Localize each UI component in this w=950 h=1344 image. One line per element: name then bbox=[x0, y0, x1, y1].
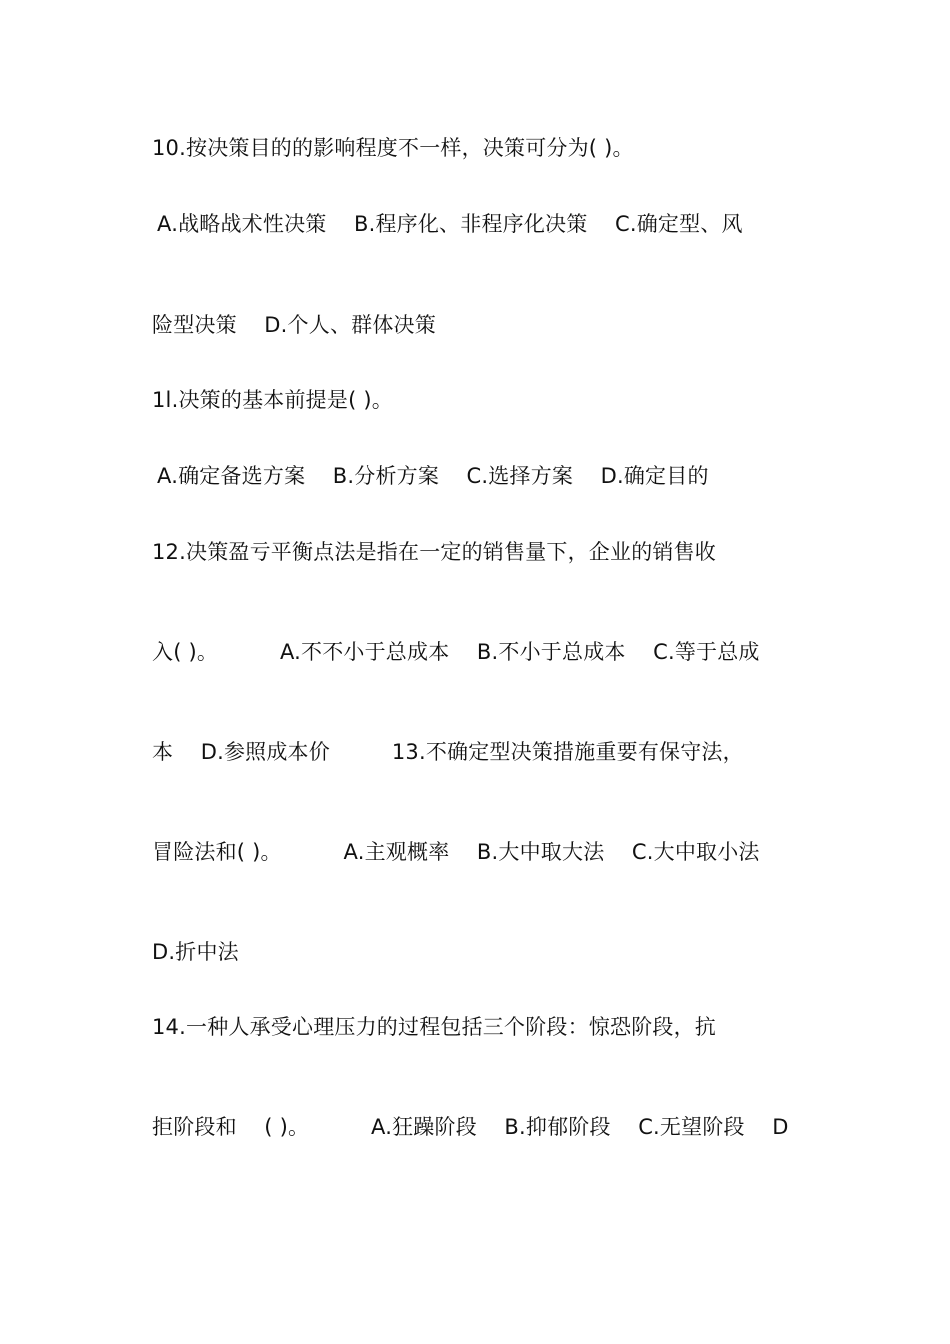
question-11-options: A.确定备选方案 B.分析方案 C.选择方案 D.确定目的 bbox=[157, 464, 709, 488]
question-10-options-continued: 险型决策 D.个人、群体决策 bbox=[152, 313, 436, 337]
question-10-text: 10.按决策目的的影响程度不一样，决策可分为( )。 bbox=[152, 136, 634, 160]
question-10-options: A.战略战术性决策 B.程序化、非程序化决策 C.确定型、风 bbox=[157, 212, 743, 236]
question-14-options: 拒阶段和 ( )。 A.狂躁阶段 B.抑郁阶段 C.无望阶段 D bbox=[152, 1115, 789, 1139]
question-11-text: 1l.决策的基本前提是( )。 bbox=[152, 388, 393, 412]
question-13-options-continued: D.折中法 bbox=[152, 940, 239, 964]
question-12-text: 12.决策盈亏平衡点法是指在一定的销售量下，企业的销售收 bbox=[152, 540, 716, 564]
question-12-options: 入( )。 A.不不小于总成本 B.不小于总成本 C.等于总成 bbox=[152, 640, 760, 664]
question-13-options: 冒险法和( )。 A.主观概率 B.大中取大法 C.大中取小法 bbox=[152, 840, 760, 864]
question-12-13-text: 本 D.参照成本价 13.不确定型决策措施重要有保守法， bbox=[152, 740, 744, 764]
question-14-text: 14.一种人承受心理压力的过程包括三个阶段：惊恐阶段，抗 bbox=[152, 1015, 716, 1039]
